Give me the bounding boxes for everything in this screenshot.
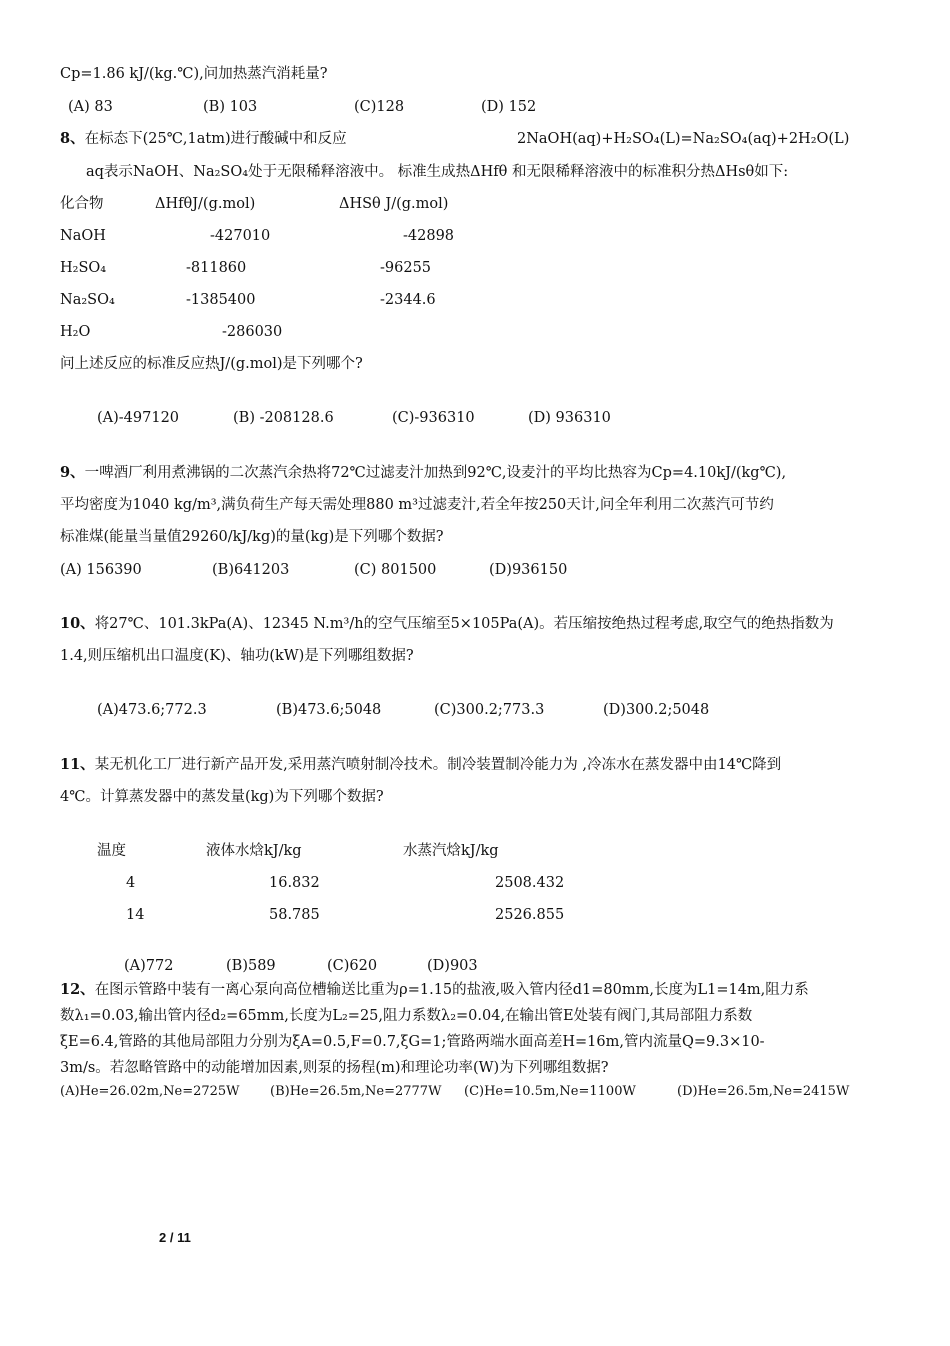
q9-option-c: (C) 801500 [354,562,437,578]
q7-option-b: (B) 103 [203,99,258,115]
q8-equation: 2NaOH(aq)+H₂SO₄(L)=Na₂SO₄(aq)+2H₂O(L) [517,131,850,147]
q7-text: Cp=1.86 kJ/(kg.℃),问加热蒸汽消耗量? [60,66,328,82]
q8-row-hs: -42898 [403,228,455,244]
q11-header-liquid: 液体水焓kJ/kg [206,843,302,859]
q8-option-c: (C)-936310 [392,410,475,426]
q8-note: aq表示NaOH、Na₂SO₄处于无限稀释溶液中。 标准生成热ΔHfθ 和无限稀释溶液中的标准积分热ΔHsθ如下: [86,164,789,180]
q11-row-liquid: 16.832 [269,875,320,891]
page-number: 2 / 11 [159,1230,191,1245]
q11-header-temp: 温度 [97,843,126,859]
q8-row-name: NaOH [60,228,106,244]
q11-header-vapor: 水蒸汽焓kJ/kg [403,843,499,859]
q9-option-a: (A) 156390 [60,562,142,578]
q11-row-temp: 4 [126,875,136,891]
q11-text: 某无机化工厂进行新产品开发,采用蒸汽喷射制冷技术。制冷装置制冷能力为 ,冷冻水在蒸发器中由14℃降到 [94,757,782,773]
q8-row-hf: -427010 [210,228,271,244]
q8-option-b: (B) -208128.6 [233,410,334,426]
q8-row-hf: -1385400 [186,292,256,308]
q10-line-2: 1.4,则压缩机出口温度(K)、轴功(kW)是下列哪组数据? [60,648,414,664]
q11-row-temp: 14 [126,907,145,923]
q11-line-2: 4℃。计算蒸发器中的蒸发量(kg)为下列哪个数据? [60,789,384,805]
q8-header-hs: ΔHSθ J/(g.mol) [339,196,449,212]
q12-option-d: (D)He=26.5m,Ne=2415W [677,1084,850,1099]
q10-option-a: (A)473.6;772.3 [97,702,207,718]
q9-line-3: 标准煤(能量当量值29260/kJ/kg)的量(kg)是下列哪个数据? [60,529,444,545]
q8-row-name: Na₂SO₄ [60,292,115,308]
q7-option-d: (D) 152 [481,99,537,115]
q11-option-c: (C)620 [327,958,378,974]
q8-number: 8、 [60,130,85,147]
q9-text: 一啤酒厂利用煮沸锅的二次蒸汽余热将72℃过滤麦汁加热到92℃,设麦汁的平均比热容为Cp=4.10kJ/(kg℃), [84,465,787,481]
q11-option-a: (A)772 [124,958,174,974]
q8-question: 问上述反应的标准反应热J/(g.mol)是下列哪个? [60,356,363,372]
q11-number: 11、 [60,756,95,773]
q9-line-1 [60,463,786,483]
q12-line-2: 数λ₁=0.03,输出管内径d₂=65mm,长度为L₂=25,阻力系数λ₂=0.04,在输出管E处装有阀门,其局部阻力系数 [60,1008,753,1024]
q9-number: 9、 [60,464,85,481]
q10-number: 10、 [60,615,95,632]
q7-option-a: (A) 83 [68,99,113,115]
q12-number: 12、 [60,981,95,998]
q8-row-hf: -811860 [186,260,247,276]
q10-line-1 [60,614,834,634]
q12-option-c: (C)He=10.5m,Ne=1100W [464,1084,636,1099]
q8-stem [60,129,347,149]
q8-row-name: H₂O [60,324,91,340]
q12-option-b: (B)He=26.5m,Ne=2777W [270,1084,442,1099]
q12-line-3: ξE=6.4,管路的其他局部阻力分别为ξA=0.5,F=0.7,ξG=1;管路两端水面高差H=16m,管内流量Q=9.3×10- [60,1034,765,1050]
q12-text: 在图示管路中装有一离心泵向高位槽输送比重为ρ=1.15的盐液,吸入管内径d1=80mm,长度为L1=14m,阻力系 [94,982,809,998]
q11-option-b: (B)589 [226,958,276,974]
q8-option-d: (D) 936310 [528,410,611,426]
q11-line-1 [60,755,781,775]
q8-row-hs: -2344.6 [380,292,436,308]
q8-header-compound: 化合物 [60,196,104,212]
q10-option-c: (C)300.2;773.3 [434,702,545,718]
q11-row-liquid: 58.785 [269,907,320,923]
q7-option-c: (C)128 [354,99,405,115]
q12-line-4: 3m/s。若忽略管路中的动能增加因素,则泵的扬程(m)和理论功率(W)为下列哪组数据? [60,1060,609,1076]
q8-row-hs: -96255 [380,260,432,276]
q11-row-vapor: 2508.432 [495,875,565,891]
q10-text: 将27℃、101.3kPa(A)、12345 N.m³/h的空气压缩至5×105Pa(A)。若压缩按绝热过程考虑,取空气的绝热指数为 [94,616,834,632]
q11-option-d: (D)903 [427,958,478,974]
q12-option-a: (A)He=26.02m,Ne=2725W [60,1084,240,1099]
q9-option-b: (B)641203 [212,562,290,578]
q11-row-vapor: 2526.855 [495,907,565,923]
q10-option-b: (B)473.6;5048 [276,702,382,718]
q9-line-2: 平均密度为1040 kg/m³,满负荷生产每天需处理880 m³过滤麦汁,若全年按250天计,问全年利用二次蒸汽可节约 [60,497,774,513]
q8-text: 在标态下(25℃,1atm)进行酸碱中和反应 [84,131,347,147]
q8-header-hf: ΔHfθJ/(g.mol) [155,196,256,212]
q12-line-1 [60,980,809,1000]
q8-row-name: H₂SO₄ [60,260,107,276]
q8-row-hf: -286030 [222,324,283,340]
q9-option-d: (D)936150 [489,562,568,578]
q10-option-d: (D)300.2;5048 [603,702,710,718]
q8-option-a: (A)-497120 [97,410,180,426]
